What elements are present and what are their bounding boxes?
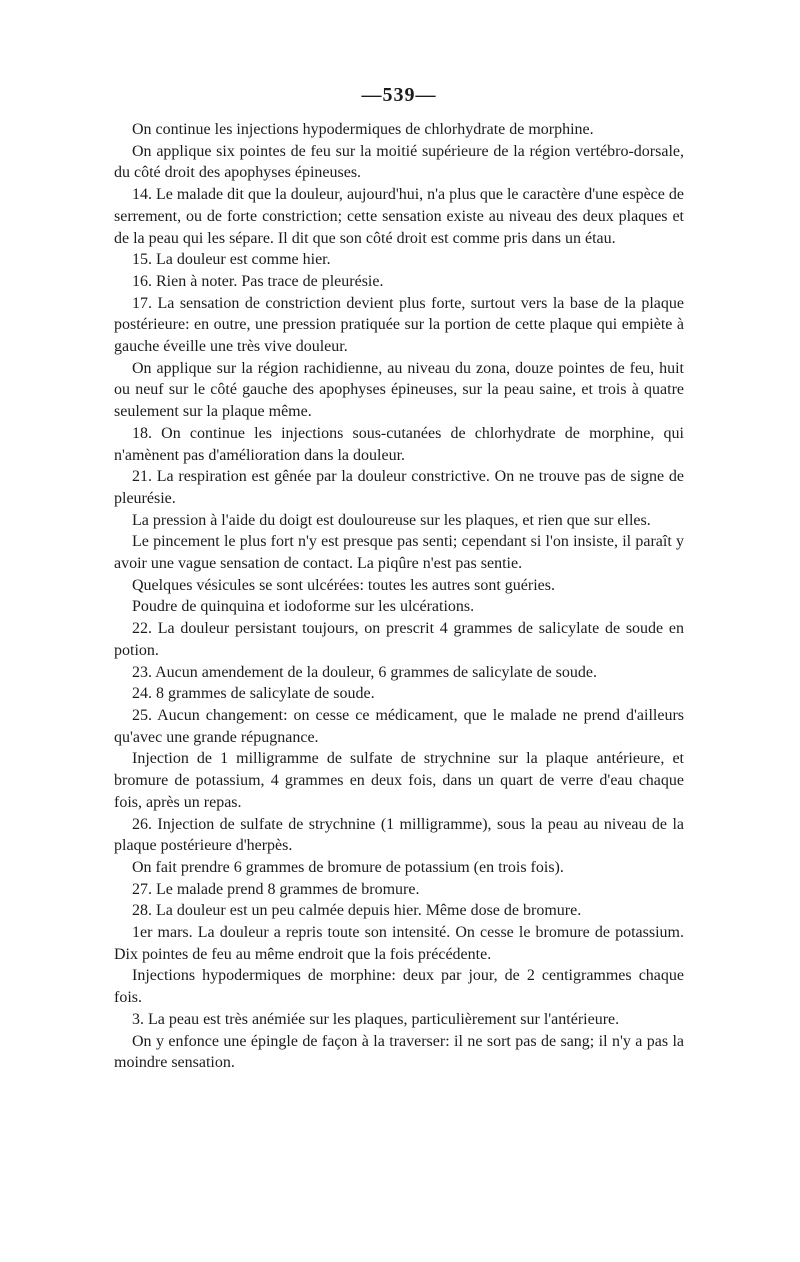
document-body <box>114 119 684 1074</box>
paragraph: Injection de 1 milligramme de sulfate de strychnine sur la plaque antérieure, et bromure de potassium, 4 grammes en deux fois, dans un quart de verre d'eau chaque fois, après un repas. <box>114 750 684 811</box>
paragraph: Poudre de quinquina et iodoforme sur les ulcérations. <box>132 598 475 616</box>
paragraph: 22. La douleur persistant toujours, on prescrit 4 grammes de salicylate de soude en potion. <box>114 620 684 659</box>
paragraph: 3. La peau est très anémiée sur les plaques, particulièrement sur l'antérieure. <box>132 1010 620 1028</box>
paragraph: On fait prendre 6 grammes de bromure de potassium (en trois fois). <box>132 858 564 876</box>
paragraph: 25. Aucun changement: on cesse ce médicament, que le malade ne prend d'ailleurs qu'avec une grande répugnance. <box>114 706 684 746</box>
paragraph: Injections hypodermiques de morphine: deux par jour, de 2 centigrammes chaque fois. <box>114 967 684 1007</box>
paragraph: 16. Rien à noter. Pas trace de pleurésie. <box>132 272 384 290</box>
paragraph: 18. On continue les injections sous-cutanées de chlorhydrate de morphine, qui n'amènent pas d'amélioration dans la douleur. <box>114 424 684 464</box>
paragraph: 17. La sensation de constriction devient plus forte, surtout vers la base de la plaque postérieure: en outre, une pression pratiquée sur la portion de cette plaque qui empiète à gauche éveille une très vive douleur. <box>114 294 684 356</box>
paragraph: 28. La douleur est un peu calmée depuis hier. Même dose de bromure. <box>132 902 582 920</box>
document-page <box>114 84 684 1074</box>
paragraph: 27. Le malade prend 8 grammes de bromure. <box>132 880 420 898</box>
paragraph: On applique sur la région rachidienne, au niveau du zona, douze pointes de feu, huit ou neuf sur le côté gauche des apophyses épineuses, sur la peau saine, et trois à quatre seulement sur la plaque même. <box>114 359 684 421</box>
paragraph: 23. Aucun amendement de la douleur, 6 grammes de salicylate de soude. <box>132 663 597 681</box>
paragraph: 26. Injection de sulfate de strychnine (1 milligramme), sous la peau au niveau de la plaque postérieure d'herpès. <box>114 815 684 855</box>
paragraph: 21. La respiration est gênée par la douleur constrictive. On ne trouve pas de signe de pleurésie. <box>114 468 684 507</box>
paragraph: On y enfonce une épingle de façon à la traverser: il ne sort pas de sang; il n'y a pas la moindre sensation. <box>114 1032 684 1072</box>
paragraph: La pression à l'aide du doigt est douloureuse sur les plaques, et rien que sur elles. <box>132 511 651 529</box>
paragraph: 1er mars. La douleur a repris toute son intensité. On cesse le bromure de potassium. Dix pointes de feu au même endroit que la fois précédente. <box>114 924 684 963</box>
paragraph: Quelques vésicules se sont ulcérées: toutes les autres sont guéries. <box>132 576 555 594</box>
paragraph: 24. 8 grammes de salicylate de soude. <box>132 685 375 703</box>
paragraph: 15. La douleur est comme hier. <box>132 251 331 269</box>
paragraph: Le pincement le plus fort n'y est presque pas senti; cependant si l'on insiste, il paraît y avoir une vague sensation de contact. La piqûre n'est pas sentie. <box>114 533 684 573</box>
paragraph: On continue les injections hypodermiques de chlorhydrate de morphine. <box>132 121 594 138</box>
paragraph: 14. Le malade dit que la douleur, aujourd'hui, n'a plus que le caractère d'une espèce de serrement, ou de forte constriction; cette sensation existe au niveau des deux plaques et de la peau qui les sépare. Il dit que son côté droit est comme pris dans un étau. <box>114 186 684 247</box>
page-number: —539— <box>361 84 437 106</box>
paragraph: On applique six pointes de feu sur la moitié supérieure de la région vertébro-dorsale, du côté droit des apophyses épineuses. <box>114 142 684 182</box>
